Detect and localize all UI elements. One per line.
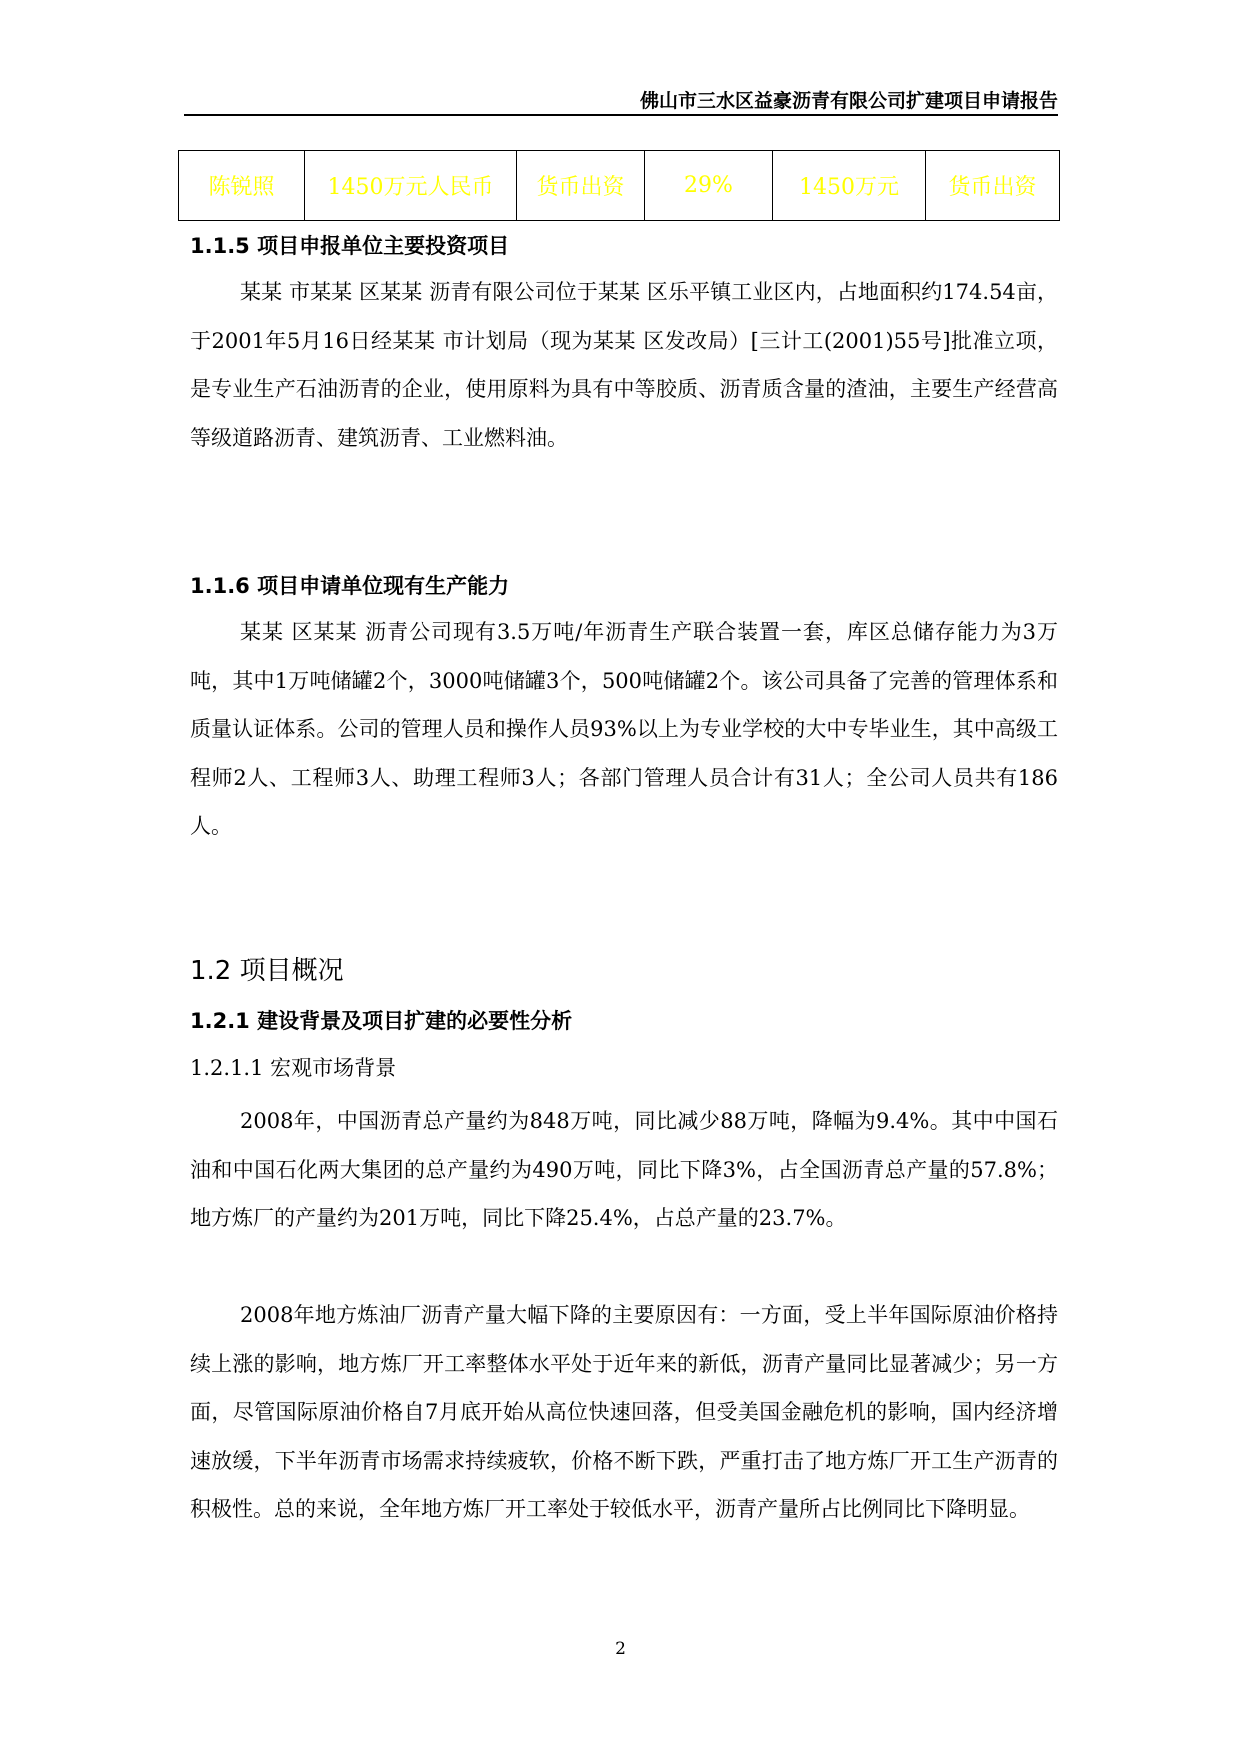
section-heading-1-1-5: 1.1.5 项目申报单位主要投资项目 — [190, 234, 510, 258]
paid-in-method-cell: 货币出资 — [926, 151, 1060, 221]
section-paragraph-1-1-5: 某某 市某某 区某某 沥青有限公司位于某某 区乐平镇工业区内，占地面积约174.54亩，于2001年5月16日经某某 市计划局（现为某某 区发改局）[三计工(2001)55号]批准立项，是专业生产石油沥青的企业，使用原料为具有中等胶质、沥青质含量的渣油，主要生产经营高等级道路沥青、建筑沥青、工业燃料油。 — [190, 280, 1058, 450]
running-header: 佛山市三水区益豪沥青有限公司扩建项目申请报告 — [639, 90, 1058, 112]
section-heading-1-2-1-1: 1.2.1.1 宏观市场背景 — [190, 1056, 397, 1080]
page-number: 2 — [615, 1639, 626, 1659]
contribution-method-cell: 货币出资 — [517, 151, 645, 221]
header-rule — [184, 114, 1058, 116]
section-paragraph-1-1-6: 某某 区某某 沥青公司现有3.5万吨/年沥青生产联合装置一套，库区总储存能力为3万吨，其中1万吨储罐2个，3000吨储罐3个，500吨储罐2个。该公司具备了完善的管理体系和质量认证体系。公司的管理人员和操作人员93%以上为专业学校的大中专毕业生，其中高级工程师2人、工程师3人、助理工程师3人；各部门管理人员合计有31人；全公司人员共有186人。 — [190, 620, 1058, 838]
subscribed-capital-cell: 1450万元人民币 — [305, 151, 517, 221]
section-heading-1-2: 1.2 项目概况 — [190, 956, 344, 986]
share-ratio-cell: 29% — [645, 151, 773, 221]
investor-table — [178, 150, 1060, 221]
section-heading-1-1-6: 1.1.6 项目申请单位现有生产能力 — [190, 574, 510, 598]
section-heading-1-2-1: 1.2.1 建设背景及项目扩建的必要性分析 — [190, 1009, 573, 1033]
market-paragraph-1: 2008年，中国沥青总产量约为848万吨，同比减少88万吨，降幅为9.4%。其中中国石油和中国石化两大集团的总产量约为490万吨，同比下降3%，占全国沥青总产量的57.8%；地方炼厂的产量约为201万吨，同比下降25.4%，占总产量的23.7%。 — [190, 1109, 1058, 1230]
investor-name-cell: 陈锐照 — [179, 151, 305, 221]
paid-in-capital-cell: 1450万元 — [773, 151, 926, 221]
table-row — [179, 151, 1060, 221]
market-paragraph-2: 2008年地方炼油厂沥青产量大幅下降的主要原因有：一方面，受上半年国际原油价格持续上涨的影响，地方炼厂开工率整体水平处于近年来的新低，沥青产量同比显著减少；另一方面，尽管国际原油价格自7月底开始从高位快速回落，但受美国金融危机的影响，国内经济增速放缓，下半年沥青市场需求持续疲软，价格不断下跌，严重打击了地方炼厂开工生产沥青的积极性。总的来说，全年地方炼厂开工率处于较低水平，沥青产量所占比例同比下降明显。 — [190, 1303, 1058, 1521]
